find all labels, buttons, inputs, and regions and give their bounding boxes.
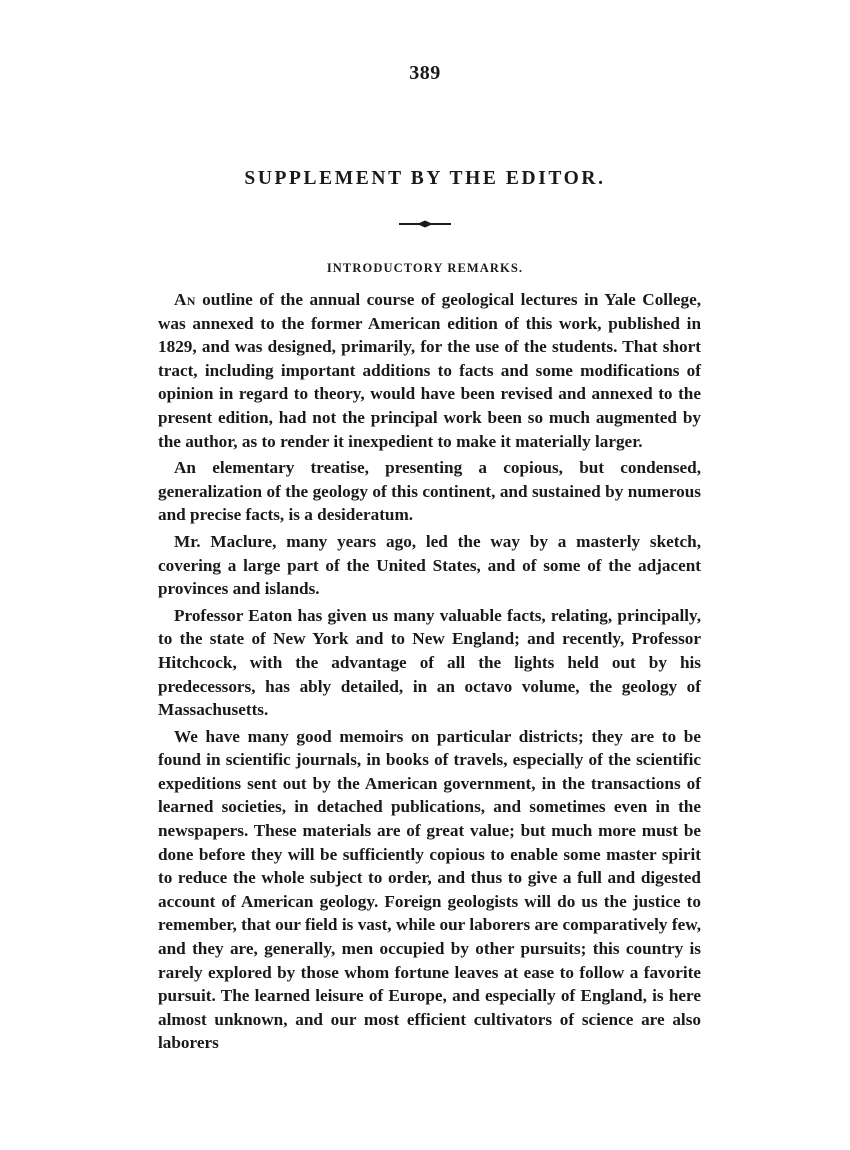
drop-lead-word: An — [174, 290, 196, 309]
paragraph: We have many good memoirs on particular districts; they are to be found in scientific journals, in books of travels, especially of the scientific expeditions sent out by the American government, in the transactions of learned societies, in detached publications, and sometimes even in the newspapers. These materials are of great value; but much more must be done before they will be sufficiently copious to enable some master spirit to reduce the whole subject to order, and thus to give a full and digested account of American geology. Foreign geologists will do us the justice to remember, that our field is vast, while our laborers are comparatively few, and they are, generally, men occupied by other pursuits; this country is rarely explored by those whom fortune leaves at ease to follow a favorite pursuit. The learned leisure of Europe, and especially of England, is here almost unknown, and our most efficient cultivators of science are also laborers — [158, 726, 701, 1053]
page-title: SUPPLEMENT BY THE EDITOR. — [244, 168, 606, 189]
paragraph: Professor Eaton has given us many valuable facts, relating, principally, to the state of New York and to New England; and recently, Professor Hitchcock, with the advantage of all the lights held out by his predecessors, has ably detailed, in an octavo volume, the geology of Massachusetts. — [158, 605, 701, 720]
page-number: 389 — [409, 62, 441, 84]
paragraph: Mr. Maclure, many years ago, led the way by a masterly sketch, covering a large part of the United States, and of some of the adjacent provinces and islands. — [158, 531, 701, 599]
paragraph — [158, 288, 701, 453]
paragraph: An elementary treatise, presenting a copious, but condensed, generalization of the geology of this continent, and sustained by numerous and precise facts, is a desideratum. — [158, 458, 701, 525]
section-heading: INTRODUCTORY REMARKS. — [326, 261, 524, 275]
body-text — [158, 288, 701, 1055]
paragraph-text: outline of the annual course of geological lectures in Yale College, was annexed to the former American edition of this work, published in 1829, and was designed, primarily, for the use of the students. That short tract, including important additions to facts and some modifications of opinion in regard to theory, would have been revised and annexed to the present edition, had not the principal work been so much augmented by the author, as to render it inexpedient to make it materially larger. — [158, 290, 701, 451]
rule-ornament-icon — [397, 218, 453, 230]
